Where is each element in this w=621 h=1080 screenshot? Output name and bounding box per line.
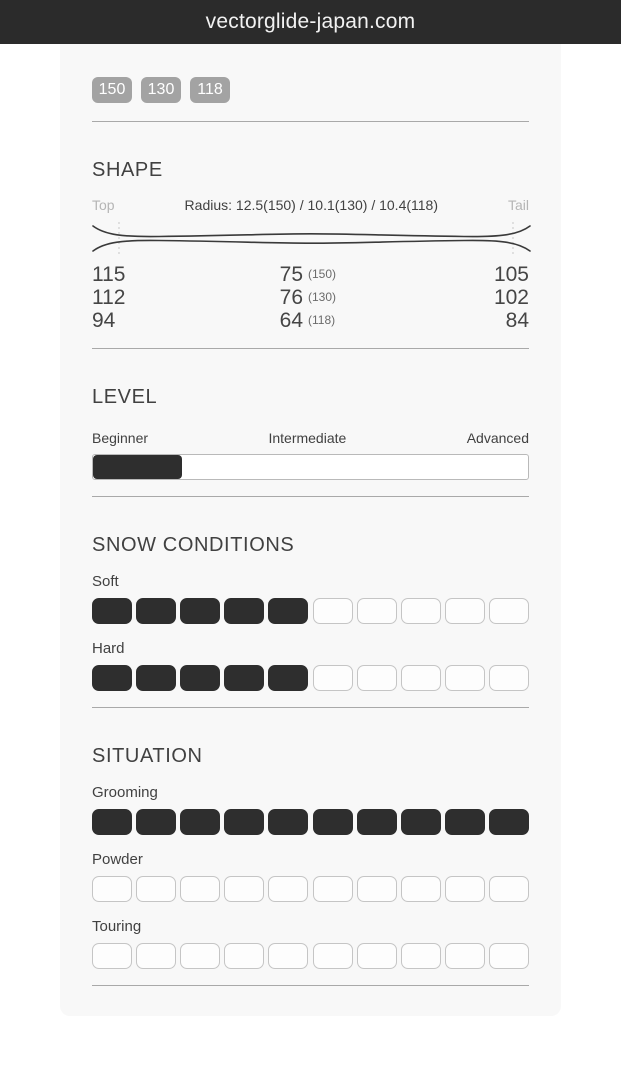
rating-block-filled	[357, 809, 397, 835]
rating-block-empty	[92, 876, 132, 902]
rating-block-empty	[313, 665, 353, 691]
size-badge[interactable]: 150	[92, 77, 132, 103]
rating-block-empty	[313, 943, 353, 969]
rating-block-empty	[445, 665, 485, 691]
rating-row	[92, 573, 529, 624]
rating-block-filled	[313, 809, 353, 835]
level-bar-fill	[93, 455, 182, 479]
shape-section	[92, 159, 529, 349]
snow-conditions-heading: SNOW CONDITIONS	[92, 534, 295, 556]
level-label-advanced: Advanced	[466, 430, 529, 446]
rating-block-empty	[136, 943, 176, 969]
rating-block-empty	[489, 665, 529, 691]
size-badge[interactable]: 130	[141, 77, 181, 103]
dim-top-width: 94	[92, 309, 116, 332]
rating-label: Touring	[92, 918, 142, 935]
divider	[92, 496, 529, 497]
rating-block-filled	[180, 665, 220, 691]
rating-label: Hard	[92, 640, 125, 657]
radius-text: Radius: 12.5(150) / 10.1(130) / 10.4(118)	[184, 197, 438, 213]
dim-waist-width: 75 (150)	[279, 263, 337, 286]
ski-profile-drawing	[89, 218, 534, 258]
dim-waist-width: 76 (130)	[279, 286, 337, 309]
size-badge[interactable]: 118	[190, 77, 230, 103]
rating-block-filled	[136, 598, 176, 624]
tail-label: Tail	[507, 197, 529, 213]
rating-track	[92, 876, 529, 902]
rating-block-filled	[224, 598, 264, 624]
rating-block-filled	[180, 598, 220, 624]
dim-tail-width: 102	[493, 286, 529, 309]
rating-label: Grooming	[92, 784, 158, 801]
rating-row	[92, 851, 529, 902]
rating-block-empty	[357, 665, 397, 691]
browser-url-bar[interactable]	[0, 0, 621, 44]
rating-block-empty	[489, 943, 529, 969]
rating-block-empty	[313, 598, 353, 624]
rating-block-filled	[268, 665, 308, 691]
top-label: Top	[92, 197, 115, 213]
rating-track	[92, 809, 529, 835]
rating-row	[92, 784, 529, 835]
rating-block-empty	[489, 876, 529, 902]
rating-block-filled	[445, 809, 485, 835]
rating-block-empty	[445, 598, 485, 624]
rating-block-filled	[401, 809, 441, 835]
rating-block-filled	[268, 809, 308, 835]
dim-top-width: 115	[92, 263, 126, 286]
dim-tail-width: 84	[505, 309, 529, 332]
dim-tail-width: 105	[493, 263, 529, 286]
size-badge-group	[92, 77, 529, 103]
rating-block-empty	[224, 943, 264, 969]
rating-block-empty	[180, 943, 220, 969]
rating-block-empty	[445, 876, 485, 902]
snow-conditions-section	[92, 534, 529, 708]
rating-block-empty	[136, 876, 176, 902]
level-label-beginner: Beginner	[92, 430, 149, 446]
rating-block-empty	[401, 876, 441, 902]
rating-block-empty	[489, 598, 529, 624]
level-section	[92, 386, 529, 497]
situation-ratings	[92, 784, 529, 969]
rating-block-filled	[136, 809, 176, 835]
rating-label: Soft	[92, 573, 119, 590]
rating-block-empty	[401, 665, 441, 691]
rating-block-filled	[268, 598, 308, 624]
level-label-intermediate: Intermediate	[268, 430, 347, 446]
rating-block-filled	[92, 809, 132, 835]
situation-heading: SITUATION	[92, 745, 203, 767]
rating-block-filled	[180, 809, 220, 835]
level-heading: LEVEL	[92, 386, 158, 408]
rating-block-empty	[180, 876, 220, 902]
rating-block-filled	[92, 665, 132, 691]
rating-block-empty	[313, 876, 353, 902]
rating-block-empty	[401, 943, 441, 969]
url-text[interactable]: vectorglide-japan.com	[205, 10, 416, 33]
rating-track	[92, 943, 529, 969]
spec-card	[60, 44, 561, 1016]
rating-block-empty	[357, 876, 397, 902]
divider	[92, 985, 529, 986]
divider	[92, 348, 529, 349]
rating-block-empty	[268, 876, 308, 902]
dimension-table	[92, 263, 529, 332]
rating-row	[92, 640, 529, 691]
rating-row	[92, 918, 529, 969]
dim-top-width: 112	[92, 286, 126, 309]
rating-block-empty	[357, 598, 397, 624]
situation-section	[92, 745, 529, 986]
snow-conditions-ratings	[92, 573, 529, 691]
rating-block-empty	[401, 598, 441, 624]
rating-block-filled	[224, 809, 264, 835]
rating-track	[92, 598, 529, 624]
rating-track	[92, 665, 529, 691]
rating-block-empty	[357, 943, 397, 969]
rating-label: Powder	[92, 851, 143, 868]
rating-block-empty	[224, 876, 264, 902]
divider	[92, 707, 529, 708]
level-bar	[92, 454, 529, 480]
rating-block-empty	[445, 943, 485, 969]
shape-meta-row	[92, 197, 529, 213]
rating-block-filled	[92, 598, 132, 624]
level-labels-row	[92, 430, 529, 446]
rating-block-empty	[92, 943, 132, 969]
rating-block-filled	[136, 665, 176, 691]
rating-block-empty	[268, 943, 308, 969]
rating-block-filled	[224, 665, 264, 691]
divider	[92, 121, 529, 122]
dim-waist-width: 64 (118)	[279, 309, 336, 332]
rating-block-filled	[489, 809, 529, 835]
shape-heading: SHAPE	[92, 159, 163, 181]
